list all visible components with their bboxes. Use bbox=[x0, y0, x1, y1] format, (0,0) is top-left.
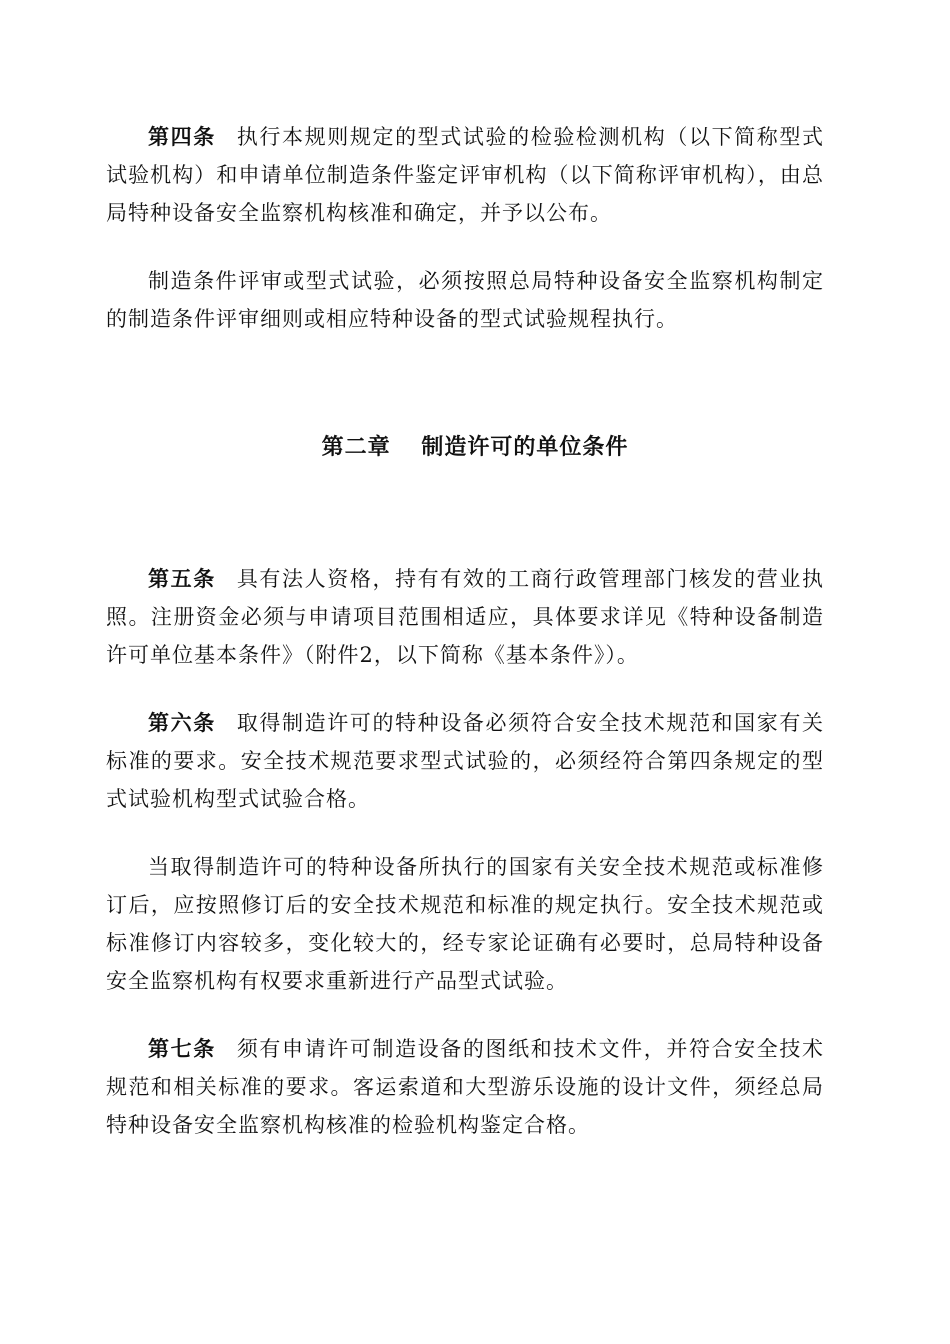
article-4-paragraph bbox=[106, 118, 824, 232]
article-4-second-paragraph: 制造条件评审或型式试验，必须按照总局特种设备安全监察机构制定的制造条件评审细则或相应特种设备的型式试验规程执行。 bbox=[106, 269, 824, 331]
article-4-text: 执行本规则规定的型式试验的检验检测机构（以下简称型式试验机构）和申请单位制造条件鉴定评审机构（以下简称评审机构），由总局特种设备安全监察机构核准和确定，并予以公布。 bbox=[106, 125, 825, 225]
article-4-label: 第四条 bbox=[148, 124, 216, 149]
article-5-paragraph bbox=[106, 560, 824, 674]
article-6-second-paragraph: 当取得制造许可的特种设备所执行的国家有关安全技术规范或标准修订后，应按照修订后的安全技术规范和标准的规定执行。安全技术规范或标准修订内容较多，变化较大的，经专家论证确有必要时，总局特种设备安全监察机构有权要求重新进行产品型式试验。 bbox=[106, 855, 824, 993]
article-5-text: 具有法人资格，持有有效的工商行政管理部门核发的营业执照。注册资金必须与申请项目范围相适应，具体要求详见《特种设备制造许可单位基本条件》（附件2，以下简称《基本条件》）。 bbox=[106, 567, 825, 667]
article-6-paragraph bbox=[106, 704, 824, 818]
article-7-label: 第七条 bbox=[148, 1036, 216, 1061]
article-7-paragraph bbox=[106, 1030, 824, 1144]
article-6-label: 第六条 bbox=[148, 710, 216, 735]
article-7-text: 须有申请许可制造设备的图纸和技术文件，并符合安全技术规范和相关标准的要求。客运索道和大型游乐设施的设计文件，须经总局特种设备安全监察机构核准的检验机构鉴定合格。 bbox=[106, 1037, 825, 1137]
article-6-text: 取得制造许可的特种设备必须符合安全技术规范和国家有关标准的要求。安全技术规范要求型式试验的，必须经符合第四条规定的型式试验机构型式试验合格。 bbox=[106, 711, 825, 811]
chapter-number: 第二章 bbox=[321, 434, 391, 460]
chapter-heading bbox=[0, 430, 950, 461]
chapter-title: 制造许可的单位条件 bbox=[421, 434, 629, 460]
article-5-label: 第五条 bbox=[148, 566, 216, 591]
